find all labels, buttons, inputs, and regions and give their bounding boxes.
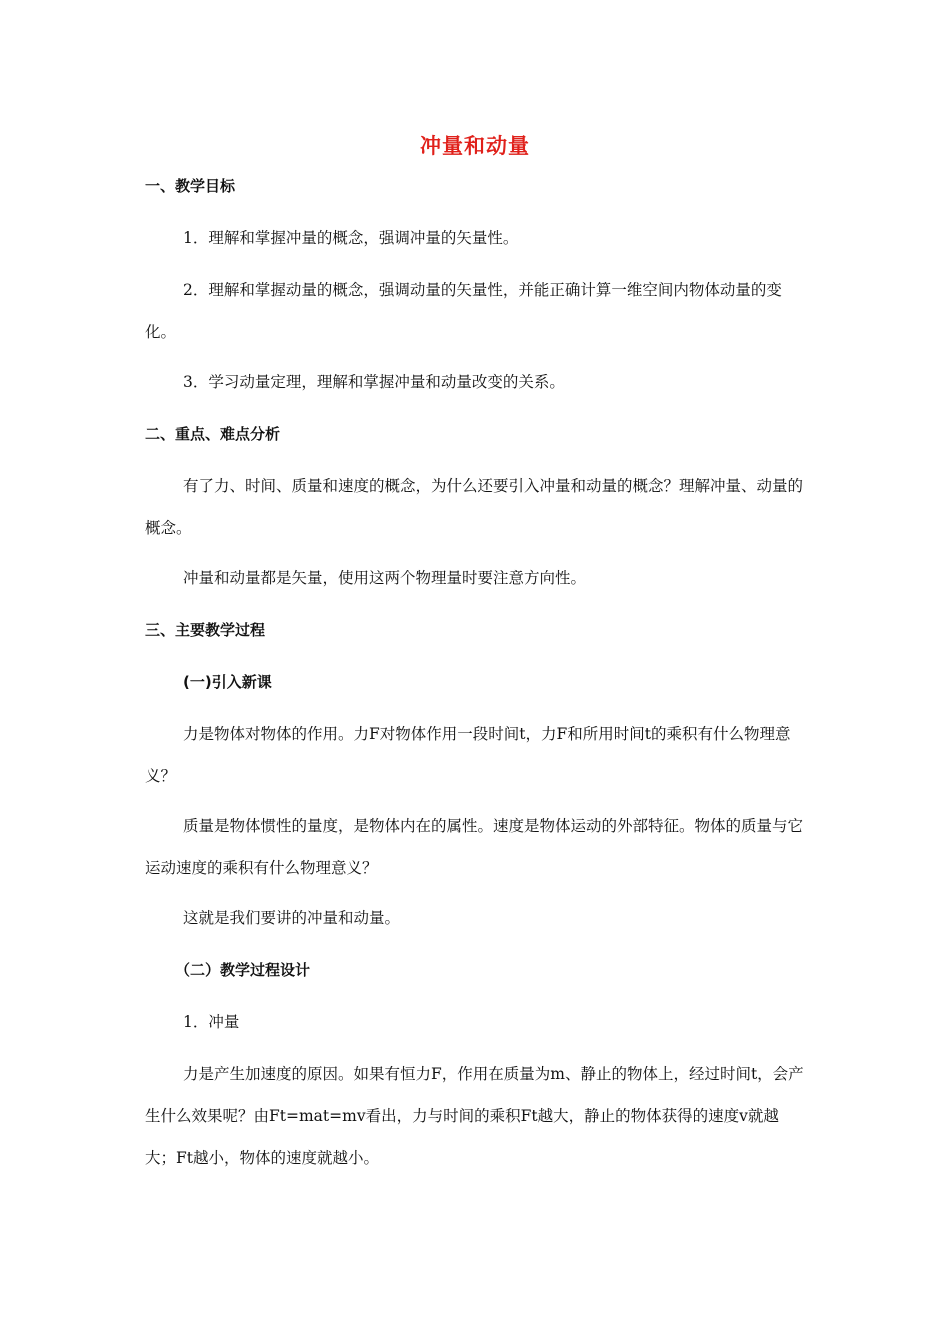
key-paragraph-2: 冲量和动量都是矢量，使用这两个物理量时要注意方向性。 — [183, 569, 587, 587]
section-heading-process: 三、主要教学过程 — [145, 621, 266, 639]
item-heading-impulse: 1．冲量 — [183, 1013, 240, 1031]
intro-paragraph-3: 这就是我们要讲的冲量和动量。 — [183, 909, 401, 927]
goal-paragraph-1: 1．理解和掌握冲量的概念，强调冲量的矢量性。 — [183, 229, 519, 247]
intro-paragraph-2: 质量是物体惯性的量度，是物体内在的属性。速度是物体运动的外部特征。物体的质量与它运动速度的乘积有什么物理意义？ — [145, 817, 804, 877]
intro-paragraph-1: 力是物体对物体的作用。力F对物体作用一段时间t，力F和所用时间t的乘积有什么物理意义？ — [145, 725, 791, 785]
goal-paragraph-3: 3．学习动量定理，理解和掌握冲量和动量改变的关系。 — [183, 373, 565, 391]
goal-paragraph-2: 2．理解和掌握动量的概念，强调动量的矢量性，并能正确计算一维空间内物体动量的变化。 — [145, 281, 782, 341]
section-heading-key-points: 二、重点、难点分析 — [145, 425, 281, 443]
subheading-intro: (一)引入新课 — [183, 673, 272, 691]
subheading-design: （二）教学过程设计 — [175, 961, 311, 979]
impulse-paragraph-1: 力是产生加速度的原因。如果有恒力F，作用在质量为m、静止的物体上，经过时间t，会产生什么效果呢？由Ft=mat=mv看出，力与时间的乘积Ft越大，静止的物体获得的速度v就越大；Ft越小，物体的速度就越小。 — [145, 1065, 804, 1167]
key-paragraph-1: 有了力、时间、质量和速度的概念，为什么还要引入冲量和动量的概念？理解冲量、动量的概念。 — [145, 477, 804, 537]
section-heading-goals: 一、教学目标 — [145, 177, 236, 195]
document-title: 冲量和动量 — [420, 134, 530, 158]
